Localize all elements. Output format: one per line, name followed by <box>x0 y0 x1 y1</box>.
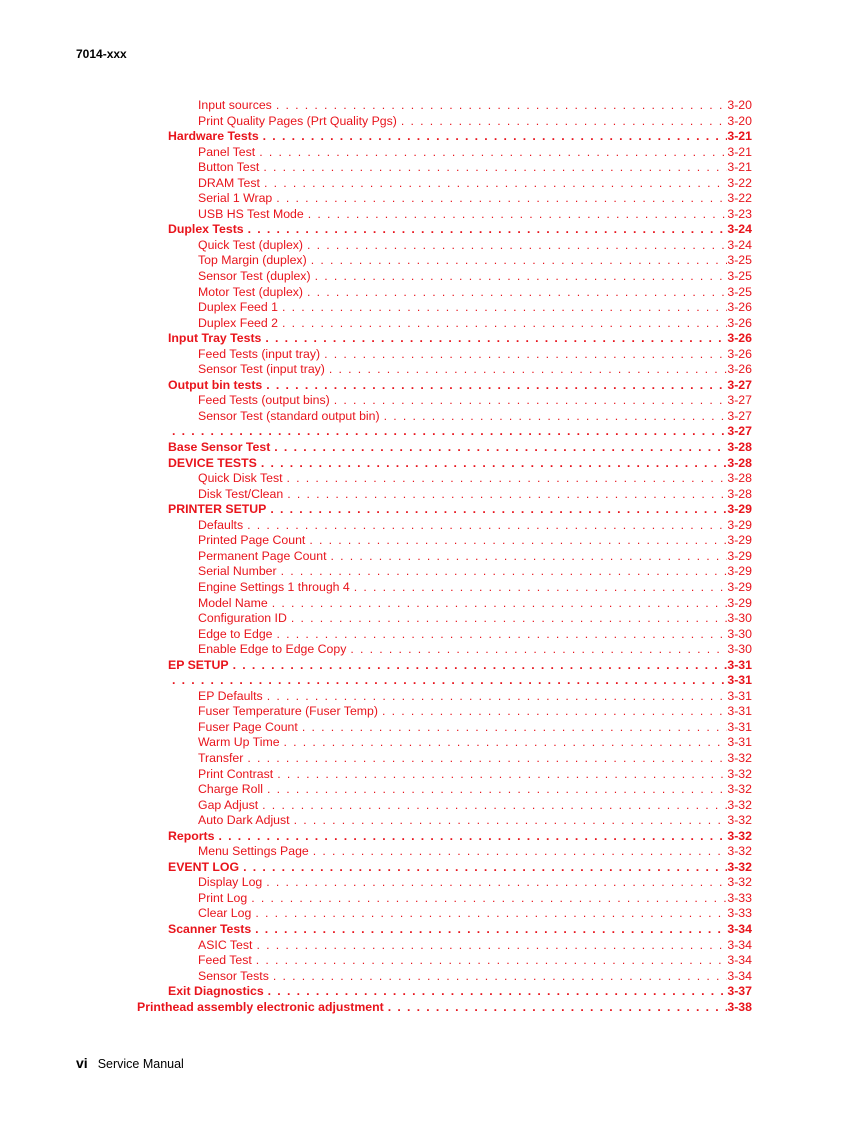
toc-entry[interactable] <box>0 627 866 643</box>
toc-entry-title: Fuser Temperature (Fuser Temp) <box>198 704 378 719</box>
toc-entry-page: 3-38 <box>727 999 752 1014</box>
toc-leader-dots <box>268 984 728 1000</box>
toc-entry[interactable] <box>0 502 866 518</box>
toc-entry-page: 3-29 <box>727 533 752 548</box>
toc-entry[interactable] <box>0 1000 866 1016</box>
toc-leader-dots <box>329 362 727 378</box>
toc-entry-title: Duplex Feed 1 <box>198 300 278 315</box>
toc-leader-dots <box>256 953 728 969</box>
toc-leader-dots <box>172 673 727 689</box>
toc-entry[interactable] <box>0 564 866 580</box>
toc-leader-dots <box>247 751 727 767</box>
toc-entry[interactable] <box>0 440 866 456</box>
toc-entry-title: Sensor Test (duplex) <box>198 269 311 284</box>
toc-entry[interactable] <box>0 596 866 612</box>
toc-entry-title: Quick Test (duplex) <box>198 237 304 252</box>
toc-leader-dots <box>256 938 727 954</box>
toc-entry-title: Print Quality Pages (Prt Quality Pgs) <box>198 113 397 128</box>
toc-entry-page: 3-28 <box>727 486 752 501</box>
toc-entry[interactable] <box>0 767 866 783</box>
toc-entry[interactable] <box>0 782 866 798</box>
toc-entry-title: Transfer <box>198 750 244 765</box>
toc-entry-page: 3-32 <box>727 782 752 797</box>
toc-entry-title: Feed Tests (output bins) <box>198 393 330 408</box>
toc-entry-title: Sensor Tests <box>198 968 269 983</box>
toc-leader-dots <box>264 176 727 192</box>
toc-entry[interactable] <box>0 145 866 161</box>
toc-entry-page: 3-22 <box>727 191 752 206</box>
toc-entry-page: 3-32 <box>727 875 752 890</box>
toc-leader-dots <box>308 207 728 223</box>
toc-leader-dots <box>277 767 727 783</box>
toc-entry-page: 3-27 <box>727 377 752 392</box>
toc-entry[interactable] <box>0 844 866 860</box>
toc-entry-title: Exit Diagnostics <box>168 984 264 999</box>
toc-entry-page: 3-29 <box>727 579 752 594</box>
toc-entry[interactable] <box>0 393 866 409</box>
toc-entry-page: 3-29 <box>727 502 752 517</box>
toc-entry-title: Feed Tests (input tray) <box>198 346 321 361</box>
toc-entry-page: 3-32 <box>727 813 752 828</box>
toc-entry[interactable] <box>0 922 866 938</box>
toc-entry-page: 3-27 <box>727 408 752 423</box>
toc-entry-page: 3-34 <box>727 937 752 952</box>
toc-entry[interactable] <box>0 316 866 332</box>
toc-entry-title: Serial 1 Wrap <box>198 191 273 206</box>
toc-entry-title: Scanner Tests <box>168 921 252 936</box>
toc-leader-dots <box>401 114 728 130</box>
toc-entry-page: 3-32 <box>727 797 752 812</box>
toc-entry-page: 3-22 <box>727 175 752 190</box>
toc-entry[interactable] <box>0 269 866 285</box>
toc-entry[interactable] <box>0 207 866 223</box>
toc-entry[interactable] <box>0 331 866 347</box>
toc-entry-title: Panel Test <box>198 144 256 159</box>
toc-leader-dots <box>309 533 727 549</box>
toc-entry[interactable] <box>0 891 866 907</box>
toc-leader-dots <box>172 424 727 440</box>
toc-entry-title: Duplex Feed 2 <box>198 315 278 330</box>
toc-entry-title: Warm Up Time <box>198 735 280 750</box>
toc-entry[interactable] <box>0 253 866 269</box>
toc-entry[interactable] <box>0 860 866 876</box>
toc-entry[interactable] <box>0 658 866 674</box>
toc-entry-page: 3-25 <box>727 269 752 284</box>
toc-leader-dots <box>388 1000 728 1016</box>
toc-entry[interactable] <box>0 222 866 238</box>
toc-entry-page: 3-23 <box>727 206 752 221</box>
toc-leader-dots <box>282 300 727 316</box>
toc-entry-page: 3-37 <box>727 984 752 999</box>
toc-entry-page: 3-31 <box>727 704 752 719</box>
toc-entry[interactable] <box>0 238 866 254</box>
toc-entry-title: Clear Log <box>198 906 252 921</box>
toc-leader-dots <box>282 316 727 332</box>
toc-leader-dots <box>274 440 727 456</box>
toc-entry-page: 3-32 <box>727 844 752 859</box>
toc-entry[interactable] <box>0 906 866 922</box>
toc-entry-title: EVENT LOG <box>168 859 240 874</box>
toc-entry-page: 3-21 <box>727 129 752 144</box>
toc-entry-title: Print Contrast <box>198 766 274 781</box>
toc-entry-page: 3-34 <box>727 921 752 936</box>
toc-entry[interactable] <box>0 813 866 829</box>
toc-entry-title: Output bin tests <box>168 377 263 392</box>
toc-entry[interactable] <box>0 176 866 192</box>
toc-entry-title: ASIC Test <box>198 937 253 952</box>
toc-entry[interactable] <box>0 969 866 985</box>
toc-entry[interactable] <box>0 953 866 969</box>
toc-leader-dots <box>324 347 727 363</box>
toc-entry-title: Menu Settings Page <box>198 844 309 859</box>
toc-entry-page: 3-30 <box>727 611 752 626</box>
toc-leader-dots <box>287 487 727 503</box>
toc-leader-dots <box>247 518 727 534</box>
toc-entry-page: 3-29 <box>727 548 752 563</box>
toc-entry-page: 3-30 <box>727 626 752 641</box>
toc-entry-title: Enable Edge to Edge Copy <box>198 642 347 657</box>
toc-entry[interactable] <box>0 378 866 394</box>
toc-leader-dots <box>350 642 727 658</box>
toc-leader-dots <box>255 922 727 938</box>
toc-entry-page: 3-21 <box>727 160 752 175</box>
toc-leader-dots <box>276 191 727 207</box>
toc-entry-title: Printhead assembly electronic adjustment <box>137 999 384 1014</box>
toc-entry-title: Fuser Page Count <box>198 719 298 734</box>
toc-leader-dots <box>267 689 728 705</box>
toc-leader-dots <box>266 875 727 891</box>
toc-leader-dots <box>218 829 727 845</box>
toc-entry[interactable] <box>0 580 866 596</box>
toc-leader-dots <box>266 378 727 394</box>
toc-entry-title: Top Margin (duplex) <box>198 253 307 268</box>
toc-entry-title: Defaults <box>198 517 244 532</box>
toc-entry[interactable] <box>0 875 866 891</box>
toc-leader-dots <box>243 860 727 876</box>
toc-entry-title: PRINTER SETUP <box>168 502 267 517</box>
toc-entry[interactable] <box>0 409 866 425</box>
toc-entry-title: DEVICE TESTS <box>168 455 257 470</box>
toc-entry[interactable] <box>0 549 866 565</box>
toc-entry[interactable] <box>0 798 866 814</box>
toc-leader-dots <box>270 502 727 518</box>
toc-entry[interactable] <box>0 362 866 378</box>
toc-entry-title: Charge Roll <box>198 782 263 797</box>
toc-entry-title: Duplex Tests <box>168 222 244 237</box>
toc-leader-dots <box>248 222 728 238</box>
toc-leader-dots <box>382 704 727 720</box>
toc-entry-page: 3-31 <box>727 719 752 734</box>
toc-entry-title: USB HS Test Mode <box>198 206 304 221</box>
toc-leader-dots <box>384 409 728 425</box>
toc-entry-title: EP Defaults <box>198 688 263 703</box>
toc-leader-dots <box>263 129 728 145</box>
toc-entry[interactable] <box>0 829 866 845</box>
toc-entry-title: EP SETUP <box>168 657 229 672</box>
toc-entry-title: Input Tray Tests <box>168 331 262 346</box>
toc-entry-page: 3-20 <box>727 113 752 128</box>
toc-entry[interactable] <box>0 424 866 440</box>
toc-entry-title: Configuration ID <box>198 611 287 626</box>
toc-entry-page: 3-27 <box>727 393 752 408</box>
toc-entry-title: Display Log <box>198 875 263 890</box>
page-footer <box>76 1055 184 1071</box>
toc-leader-dots <box>265 331 727 347</box>
toc-entry-title: Edge to Edge <box>198 626 273 641</box>
toc-entry[interactable] <box>0 689 866 705</box>
document-id: 7014-xxx <box>76 47 127 61</box>
toc-entry[interactable] <box>0 704 866 720</box>
footer-label: Service Manual <box>97 1057 184 1071</box>
toc-entry-page: 3-28 <box>727 471 752 486</box>
toc-entry[interactable] <box>0 114 866 130</box>
toc-leader-dots <box>267 782 727 798</box>
toc-leader-dots <box>276 98 728 114</box>
toc-leader-dots <box>284 735 728 751</box>
toc-entry[interactable] <box>0 471 866 487</box>
toc-entry[interactable] <box>0 673 866 689</box>
toc-entry-page: 3-29 <box>727 517 752 532</box>
toc-leader-dots <box>313 844 728 860</box>
toc-entry-title: Print Log <box>198 890 248 905</box>
toc-entry[interactable] <box>0 98 866 114</box>
toc-entry-title: Gap Adjust <box>198 797 259 812</box>
toc-entry[interactable] <box>0 720 866 736</box>
toc-entry-title: Motor Test (duplex) <box>198 284 304 299</box>
toc-entry-title: Engine Settings 1 through 4 <box>198 579 350 594</box>
toc-entry-page: 3-24 <box>727 237 752 252</box>
toc-leader-dots <box>251 891 727 907</box>
toc-entry-title: Reports <box>168 828 215 843</box>
toc-entry[interactable] <box>0 533 866 549</box>
toc-leader-dots <box>259 145 727 161</box>
toc-entry-page: 3-20 <box>727 98 752 112</box>
toc-leader-dots <box>261 456 728 472</box>
toc-entry-title: Base Sensor Test <box>168 440 271 455</box>
toc-leader-dots <box>294 813 728 829</box>
toc-entry-title: Serial Number <box>198 564 277 579</box>
toc-entry-page: 3-32 <box>727 859 752 874</box>
toc-entry-page: 3-33 <box>727 906 752 921</box>
toc-entry-page: 3-26 <box>727 331 752 346</box>
toc-entry-page: 3-34 <box>727 953 752 968</box>
toc-entry-title: Sensor Test (input tray) <box>198 362 325 377</box>
toc-entry[interactable] <box>0 611 866 627</box>
toc-leader-dots <box>291 611 728 627</box>
toc-entry-title: DRAM Test <box>198 175 260 190</box>
toc-entry[interactable] <box>0 285 866 301</box>
toc-entry-title: Sensor Test (standard output bin) <box>198 408 380 423</box>
toc-entry-page: 3-26 <box>727 300 752 315</box>
toc-leader-dots <box>281 564 728 580</box>
toc-entry-page: 3-33 <box>727 890 752 905</box>
toc-entry-page: 3-26 <box>727 346 752 361</box>
toc-entry[interactable] <box>0 751 866 767</box>
toc-entry-page: 3-21 <box>727 144 752 159</box>
toc-entry[interactable] <box>0 642 866 658</box>
toc-entry-page: 3-29 <box>727 595 752 610</box>
toc-entry-title: Printed Page Count <box>198 533 306 548</box>
toc-leader-dots <box>255 906 727 922</box>
toc-entry[interactable] <box>0 191 866 207</box>
toc-leader-dots <box>263 160 727 176</box>
toc-entry-page: 3-31 <box>727 688 752 703</box>
toc-leader-dots <box>311 253 728 269</box>
toc-entry-page: 3-31 <box>727 673 752 688</box>
toc-entry-title: Disk Test/Clean <box>198 486 284 501</box>
toc-entry-page: 3-27 <box>727 424 752 439</box>
toc-entry-page: 3-32 <box>727 750 752 765</box>
toc-entry-page: 3-26 <box>727 362 752 377</box>
toc-leader-dots <box>233 658 728 674</box>
toc-leader-dots <box>307 285 727 301</box>
toc-entry-title: Input sources <box>198 98 272 112</box>
toc-leader-dots <box>334 393 728 409</box>
toc-leader-dots <box>287 471 728 487</box>
toc-entry[interactable] <box>0 487 866 503</box>
toc-entry[interactable] <box>0 456 866 472</box>
toc-entry[interactable] <box>0 518 866 534</box>
toc-entry-title: Button Test <box>198 160 260 175</box>
toc-entry[interactable] <box>0 984 866 1000</box>
toc-entry-page: 3-31 <box>727 735 752 750</box>
toc-entry-page: 3-25 <box>727 284 752 299</box>
toc-leader-dots <box>273 969 728 985</box>
toc-entry[interactable] <box>0 938 866 954</box>
toc-entry-title: Model Name <box>198 595 268 610</box>
toc-leader-dots <box>315 269 728 285</box>
toc-entry[interactable] <box>0 735 866 751</box>
toc-entry-title: Quick Disk Test <box>198 471 283 486</box>
toc-leader-dots <box>302 720 728 736</box>
toc-entry-page: 3-34 <box>727 968 752 983</box>
toc-leader-dots <box>272 596 728 612</box>
toc-entry-page: 3-28 <box>727 455 752 470</box>
table-of-contents <box>0 98 866 1015</box>
toc-leader-dots <box>354 580 728 596</box>
toc-entry[interactable] <box>0 300 866 316</box>
toc-entry-title: Auto Dark Adjust <box>198 813 290 828</box>
toc-entry-title: Permanent Page Count <box>198 548 327 563</box>
toc-entry-page: 3-29 <box>727 564 752 579</box>
toc-entry[interactable] <box>0 129 866 145</box>
toc-entry-page: 3-32 <box>727 828 752 843</box>
toc-entry-page: 3-32 <box>727 766 752 781</box>
toc-leader-dots <box>331 549 728 565</box>
toc-entry[interactable] <box>0 160 866 176</box>
toc-entry-title: Feed Test <box>198 953 252 968</box>
toc-entry-page: 3-28 <box>727 440 752 455</box>
toc-entry-page: 3-24 <box>727 222 752 237</box>
toc-entry-page: 3-30 <box>727 642 752 657</box>
toc-entry-page: 3-31 <box>727 657 752 672</box>
toc-leader-dots <box>277 627 728 643</box>
page-number: vi <box>76 1055 88 1071</box>
toc-leader-dots <box>262 798 727 814</box>
toc-entry-title: Hardware Tests <box>168 129 259 144</box>
toc-leader-dots <box>307 238 727 254</box>
toc-entry-page: 3-25 <box>727 253 752 268</box>
toc-entry-page: 3-26 <box>727 315 752 330</box>
toc-entry[interactable] <box>0 347 866 363</box>
